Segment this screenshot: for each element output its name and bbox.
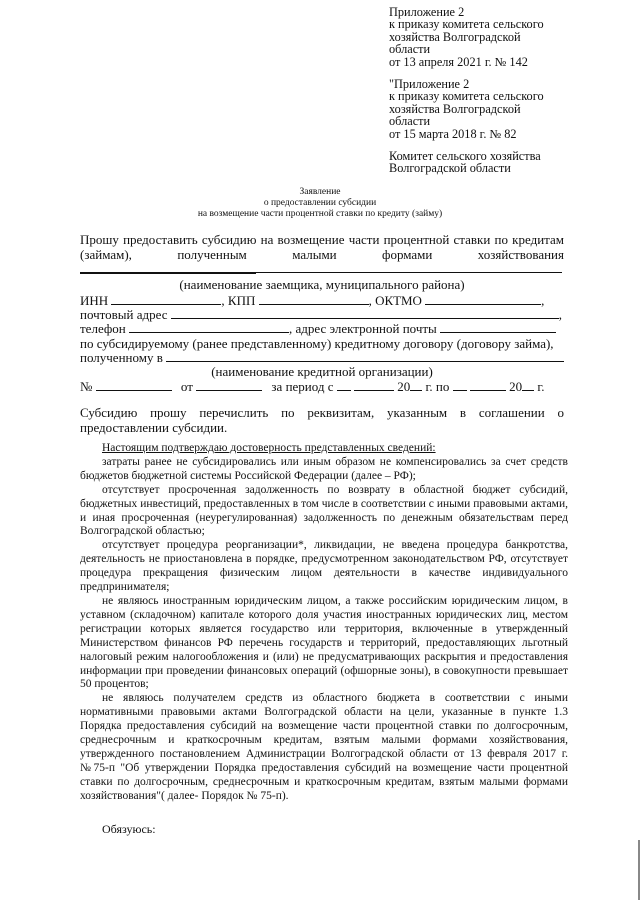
inn-field[interactable] <box>111 293 221 305</box>
confirm-item: затраты ранее не субсидировались или иным образом не компенсировались за счет средств бюджетов бюджетной системы Российской Федерации (далее – РФ); <box>80 455 568 482</box>
confirm-heading: Настоящим подтверждаю достоверность представленных сведений: <box>102 442 436 454</box>
header-line: к приказу комитета сельского <box>389 89 544 104</box>
from-label: от <box>180 379 193 394</box>
confirm-item: не являюсь иностранным юридическим лицом, а также российским юридическим лицом, в уставном (складочном) капитале которого доля участия иностранных юридических лиц, местом регистрации которых является государство или территория, включенные в утвержденный Министерством финансов РФ перечень государств и территорий, предоставляющих льготный налоговый режим налогообложения и (или) не предусматривающих раскрытия и предоставления информации при проведении финансовых операций (офшорные зоны), в совокупности превышает 50 процентов; <box>80 594 568 691</box>
document-title <box>150 187 490 220</box>
contract-label: по субсидируемому (ранее представленному) кредитному договору (договору займа), <box>80 336 554 351</box>
kpp-field[interactable] <box>259 293 369 305</box>
phone-field[interactable] <box>129 321 289 333</box>
period-end-day-field[interactable] <box>453 379 467 391</box>
year-suffix: г. <box>537 379 545 394</box>
phone-label: телефон <box>80 321 126 336</box>
credit-org-hint: (наименование кредитной организации) <box>211 364 433 379</box>
header-line: Приложение 2 <box>389 5 465 19</box>
confirmations <box>80 442 568 804</box>
oktmo-label: , ОКТМО <box>368 293 422 308</box>
obligate-label: Обязуюсь: <box>102 822 156 836</box>
borrower-hint: (наименование заемщика, муниципального района) <box>179 277 465 292</box>
title-line: о предоставлении субсидии <box>263 198 377 208</box>
postal-label: почтовый адрес <box>80 307 168 322</box>
header-appendix <box>389 6 629 185</box>
title-line: на возмещение части процентной ставки по кредиту (займу) <box>197 209 443 219</box>
postal-row: почтовый адрес , <box>80 307 562 322</box>
request-text: Прошу предоставить субсидию на возмещение части процентной ставки по кредитам (займам), полученным малыми формами хозяйствования <box>80 232 564 262</box>
header-line: к приказу комитета сельского <box>389 17 544 32</box>
phone-row <box>80 321 564 336</box>
header-line: "Приложение 2 <box>389 77 470 92</box>
header-line: от 15 марта 2018 г. № 82 <box>389 126 517 141</box>
period-end-year-field[interactable] <box>522 379 534 391</box>
email-label: , адрес электронной почты <box>289 321 437 336</box>
number-label: № <box>80 379 93 394</box>
confirm-item: отсутствует просроченная задолженность по возврату в областной бюджет субсидий, бюджетных инвестиций, предоставленных в том числе в соответствии с иными правовыми актами, и иная просроченная (неурегулированная) задолженность по денежным обязательствам перед Волгоградской областью; <box>80 483 568 538</box>
credit-org-field[interactable] <box>166 350 564 362</box>
header-line: Комитет сельского хозяйства <box>389 149 541 164</box>
period-start-year-field[interactable] <box>410 379 422 391</box>
title-line: Заявление <box>299 187 341 197</box>
period-label: за период с <box>271 379 334 394</box>
kpp-label: , КПП <box>221 293 256 308</box>
header-line: хозяйства Волгоградской <box>389 101 521 116</box>
contract-row <box>80 336 564 351</box>
oktmo-field[interactable] <box>425 293 541 305</box>
header-line: области <box>389 42 431 57</box>
postal-field[interactable] <box>171 307 559 319</box>
appendix-2018 <box>389 78 629 140</box>
obligate-section <box>80 823 568 837</box>
received-label: полученному в <box>80 350 163 365</box>
to-label: г. по <box>425 379 450 394</box>
period-start-month-field[interactable] <box>354 379 394 391</box>
inn-label: ИНН <box>80 293 109 308</box>
inn-row: ИНН , КПП , ОКТМО , <box>80 293 545 308</box>
received-row <box>80 350 564 365</box>
appendix-2021 <box>389 6 629 68</box>
confirm-item: отсутствует процедура реорганизации*, ликвидации, не введена процедура банкротства, деятельность не приостановлена в порядке, предусмотренном законодательством РФ, отсутствует процедура прекращения физическим лицом деятельности в качестве индивидуального предпринимателя; <box>80 539 568 594</box>
contract-date-field[interactable] <box>196 379 262 391</box>
borrower-line[interactable] <box>80 272 562 273</box>
year-prefix: 20 <box>397 379 411 394</box>
confirm-item: не являюсь получателем средств из областного бюджета в соответствии с иными нормативными правовыми актами Волгоградской области на цели, указанные в пункте 1.3 Порядка предоставления субсидий на возмещение части процентной ставки по долгосрочным, среднесрочным и краткосрочным кредитам, взятым малыми формами хозяйствования, утвержденного постановлением Администрации Волгоградской области от 13 февраля 2017 г. №75-п "Об утверждении Порядка предоставления субсидий на возмещение части процентной ставки по долгосрочным, среднесрочным и краткосрочным кредитам, взятым малыми формами хозяйствования"( далее- Порядок № 75-п). <box>80 692 568 802</box>
header-line: от 13 апреля 2021 г. № 142 <box>389 54 528 69</box>
email-field[interactable] <box>440 321 556 333</box>
contract-details-row <box>80 379 564 394</box>
transfer-paragraph: Субсидию прошу перечислить по реквизитам, указанным в соглашении о предоставлении субсидии. <box>80 405 564 435</box>
contract-number-field[interactable] <box>96 379 172 391</box>
header-line: хозяйства Волгоградской <box>389 29 521 44</box>
period-end-month-field[interactable] <box>470 379 506 391</box>
header-line: области <box>389 114 431 129</box>
addressee <box>389 150 629 175</box>
period-start-day-field[interactable] <box>337 379 351 391</box>
header-line: Волгоградской области <box>389 161 511 176</box>
request-paragraph <box>80 232 564 277</box>
year-prefix: 20 <box>509 379 523 394</box>
